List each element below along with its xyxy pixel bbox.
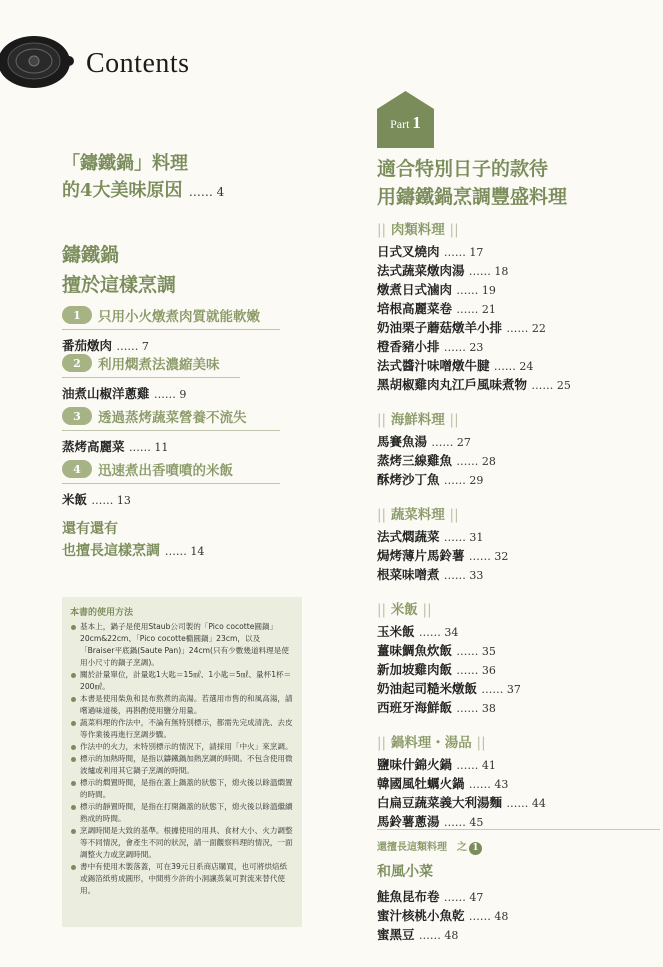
list-item[interactable]: 法式醬汁味噌燉牛腱 …… 24	[377, 358, 534, 373]
usage-item: 關於計量單位，計量匙1大匙＝15㎖、1小匙＝5㎖、量杯1杯＝200㎖。	[70, 669, 294, 693]
category-meat: || 肉類料理 ||	[377, 222, 459, 238]
method-4[interactable]	[62, 459, 332, 508]
list-item[interactable]: 奶油栗子蘑菇燉羊小排 …… 22	[377, 320, 546, 335]
usage-item: 標示的靜置時間，是指在打開鍋蓋的狀態下，熄火後以餘溫繼續熟成的時間。	[70, 801, 294, 825]
page-number: …… 4	[188, 185, 225, 199]
list-item[interactable]: 蜜黑豆 …… 48	[377, 926, 459, 942]
usage-title: 本書的使用方法	[70, 608, 134, 618]
recipe-list	[377, 218, 647, 831]
part-number: 1	[412, 113, 421, 132]
list-item[interactable]: 奶油起司糙米燉飯 …… 37	[377, 681, 521, 696]
cast-iron-pot-icon	[0, 32, 78, 90]
category-seafood: || 海鮮料理 ||	[377, 412, 459, 428]
header	[0, 22, 663, 92]
other-title: 和風小菜	[377, 863, 433, 880]
also-line-2: 也擅長這樣烹調	[62, 543, 160, 559]
list-item[interactable]: 韓國風牡蠣火鍋 …… 43	[377, 776, 509, 791]
list-item[interactable]: 鮭魚昆布卷 …… 47	[377, 888, 484, 904]
method-title: 透過蒸烤蔬菜營養不流失	[98, 410, 247, 426]
category-hotpot-soup: || 鍋料理・湯品 ||	[377, 735, 486, 751]
page-number: …… 9	[153, 388, 187, 401]
number-badge: 3	[62, 407, 92, 425]
part-title	[377, 155, 567, 211]
list-item[interactable]: 新加坡雞肉飯 …… 36	[377, 662, 496, 677]
page-number: …… 13	[91, 494, 131, 507]
divider	[62, 430, 280, 431]
usage-item: 作法中的火力，未特別標示的情況下，請採用「中火」來烹調。	[70, 741, 294, 753]
usage-notes-box	[62, 597, 302, 927]
list-item[interactable]: 白扁豆蔬菜義大利湯麵 …… 44	[377, 795, 546, 810]
intro-line-2: 的4大美味原因	[62, 180, 183, 201]
dish-name: 油煮山椒洋蔥雞	[62, 386, 150, 401]
usage-item: 蔬菜料理的作法中，不論有無特別標示，都需先完成清洗、去皮等作業後再進行烹調步驟。	[70, 717, 294, 741]
list-item[interactable]: 焗烤薄片馬鈴薯 …… 32	[377, 548, 509, 563]
good-at-line-2: 擅於這樣烹調	[62, 274, 177, 296]
dish-name: 番茄燉肉	[62, 338, 113, 353]
number-badge: 4	[62, 460, 92, 478]
good-at-line-1: 鑄鐵鍋	[62, 244, 120, 266]
list-item[interactable]: 馬鈴薯蔥湯 …… 45	[377, 814, 484, 829]
left-column	[62, 150, 332, 300]
intro-heading[interactable]	[62, 150, 332, 206]
other-dishes-section	[377, 838, 647, 944]
dish-name: 米飯	[62, 492, 88, 507]
list-item[interactable]: 酥烤沙丁魚 …… 29	[377, 472, 484, 487]
usage-item: 烹調時間是大致的基準。根據使用的用具、食材大小、火力調整等不同情況，會產生不同的狀況，請一面觀察料理的情況，一面調整火力或烹調時間。	[70, 825, 294, 861]
method-title: 只用小火燉煮肉質就能軟嫩	[98, 309, 260, 325]
page-number: …… 7	[116, 340, 149, 353]
list-item[interactable]: 橙香豬小排 …… 23	[377, 339, 484, 354]
list-item[interactable]: 鹽味什錦火鍋 …… 41	[377, 757, 496, 772]
method-title: 迅速煮出香噴噴的米飯	[98, 463, 233, 479]
category-rice: || 米飯 ||	[377, 602, 432, 618]
list-item[interactable]: 薑味鯛魚炊飯 …… 35	[377, 643, 496, 658]
list-item[interactable]: 法式蔬菜燉肉湯 …… 18	[377, 263, 509, 278]
usage-item: 基本上，鍋子是使用Staub公司製的「Pico cocotte圓鍋」20cm&22cm、「Pico cocotte橢圓鍋」23cm，以及「Braiser平底鍋(Saute Pan)」24cm(只有少數幾道料理是使用小尺寸的鍋子烹調)。	[70, 621, 294, 669]
list-item[interactable]: 玉米飯 …… 34	[377, 624, 459, 639]
number-badge: 1	[62, 306, 92, 324]
divider	[62, 329, 280, 330]
usage-item: 標示的加熱時間，是指以鑄鐵鍋加熱烹調的時間。不包含使用微波爐或利用其它鍋子烹調的時間。	[70, 753, 294, 777]
list-item[interactable]: 法式燜蔬菜 …… 31	[377, 529, 484, 544]
part-badge	[377, 91, 434, 148]
method-2[interactable]	[62, 353, 332, 402]
dish-name: 蒸烤高麗菜	[62, 439, 125, 454]
divider	[62, 483, 280, 484]
list-item[interactable]: 馬賽魚湯 …… 27	[377, 434, 471, 449]
list-item[interactable]: 西班牙海鮮飯 …… 38	[377, 700, 496, 715]
list-item[interactable]: 日式叉燒肉 …… 17	[377, 244, 484, 259]
number-badge: 2	[62, 354, 92, 372]
list-item[interactable]: 根菜味噌煮 …… 33	[377, 567, 484, 582]
page-number: …… 11	[128, 441, 169, 454]
part-word: Part	[390, 117, 410, 131]
other-label: 還擅長這類料理 之 1	[377, 838, 647, 855]
method-1[interactable]	[62, 305, 332, 354]
list-item[interactable]: 蒸烤三線雞魚 …… 28	[377, 453, 496, 468]
divider	[62, 377, 240, 378]
part-title-line-2: 用鑄鐵鍋烹調豐盛料理	[377, 186, 568, 208]
list-item[interactable]: 燉煮日式滷肉 …… 19	[377, 282, 496, 297]
usage-list	[70, 621, 294, 897]
also-heading[interactable]	[62, 518, 332, 563]
also-line-1: 還有還有	[62, 521, 118, 537]
method-title: 利用燜煮法濃縮美味	[98, 357, 220, 373]
category-vegetables: || 蔬菜料理 ||	[377, 507, 459, 523]
list-item[interactable]: 黑胡椒雞肉丸江戶風味煮物 …… 25	[377, 377, 571, 392]
usage-item: 書中有使用木製落蓋，可在39元日系商店購買，也可將烘焙紙或錫箔紙剪成圓形，中間剪少許的小洞讓蒸氣可對流來替代使用。	[70, 861, 294, 897]
page-title: Contents	[86, 48, 190, 79]
usage-item: 標示的燜置時間，是指在蓋上鍋蓋的狀態下，熄火後以餘溫燜置的時間。	[70, 777, 294, 801]
number-badge: 1	[469, 842, 482, 855]
method-3[interactable]	[62, 406, 332, 455]
divider	[377, 829, 660, 830]
intro-line-1: 「鑄鐵鍋」料理	[62, 153, 188, 174]
list-item[interactable]: 培根高麗菜卷 …… 21	[377, 301, 496, 316]
list-item[interactable]: 蜜汁核桃小魚乾 …… 48	[377, 907, 509, 923]
usage-item: 本書是使用柴魚和昆布熬煮的高湯。若選用市售的和風高湯，請嚐過味道後，再斟酌使用鹽分用量。	[70, 693, 294, 717]
page-number: …… 14	[164, 545, 205, 558]
part-title-line-1: 適合特別日子的款待	[377, 158, 549, 180]
good-at-heading	[62, 240, 332, 300]
